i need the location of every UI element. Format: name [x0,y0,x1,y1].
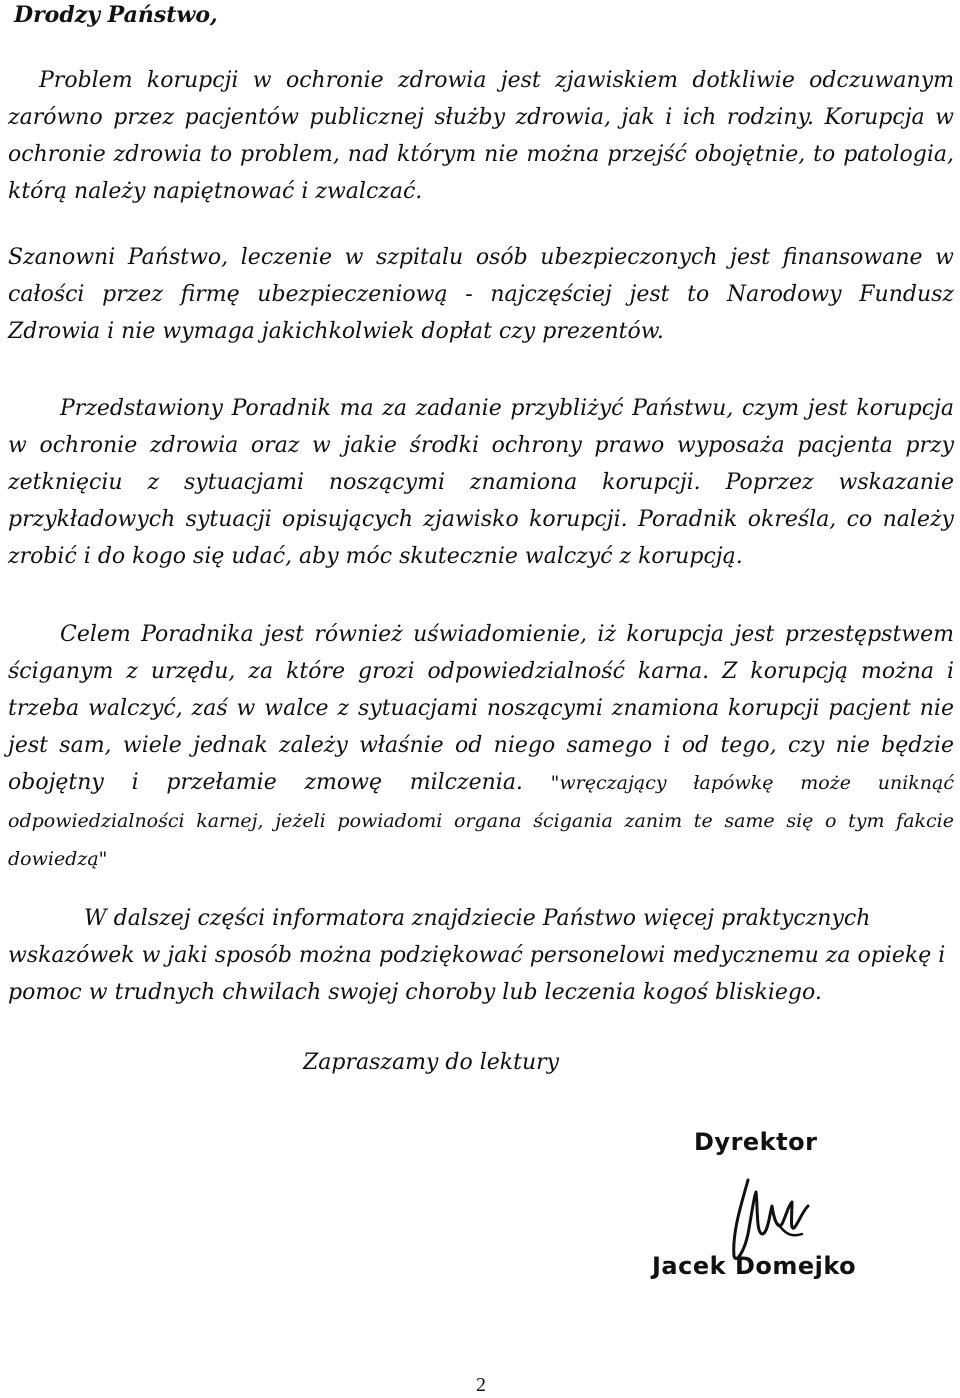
page-number: 2 [476,1374,486,1396]
paragraph-guide-purpose: Przedstawiony Poradnik ma za zadanie przybliżyć Państwu, czym jest korupcja w ochronie zdrowia oraz w jakie środki ochrony prawo wyposaża pacjenta przy zetknięciu z sytuacjami noszącymi znamiona korupcji. Poprzez wskazanie przykładowych sytuacji opisujących zjawisko korupcji. Poradnik określa, co należy zrobić i do kogo się udać, aby móc skutecznie walczyć z korupcją. [8,396,954,569]
legal-quote: "wręczający łapówkę może uniknąć odpowiedzialności karnej, jeżeli powiadomi organa ścigania zanim te same się o tym fakcie dowiedzą" [8,772,955,870]
paragraph-guide-aim-text: Celem Poradnika jest również uświadomienie, iż korupcja jest przestępstwem ściganym z urzędu, za które grozi odpowiedzialność karna. Z korupcją można i trzeba walczyć, zaś w walce z sytuacjami noszącymi znamiona korupcji pacjent nie jest sam, wiele jednak zależy właśnie od niego samego i od tego, czy nie będzie obojętny i przełamie zmowę milczenia. [8,622,954,795]
signature-name: Jacek Domejko [652,1252,857,1280]
signature-title: Dyrektor [694,1128,818,1156]
paragraph-guide-aim [8,616,954,878]
paragraph-corruption-problem: Problem korupcji w ochronie zdrowia jest zjawiskiem dotkliwie odczuwanym zarówno przez pacjentów publicznej służby zdrowia, jak i ich rodziny. Korupcja w ochronie zdrowia to problem, nad którym nie można przejść obojętnie, to patologia, którą należy napiętnować i zwalczać. [8,68,954,204]
signature-block [648,1128,878,1298]
paragraph-insurance-financing: Szanowni Państwo, leczenie w szpitalu osób ubezpieczonych jest finansowane w całości przez firmę ubezpieczeniową - najczęściej jest to Narodowy Fundusz Zdrowia i nie wymaga jakichkolwiek dopłat czy prezentów. [8,245,954,344]
paragraph-further-info: W dalszej części informatora znajdziecie Państwo więcej praktycznych wskazówek w jaki sposób można podziękować personelowi medycznemu za opiekę i pomoc w trudnych chwilach swojej choroby lub leczenia kogoś bliskiego. [8,906,946,1005]
closing-line: Zapraszamy do lektury [303,1050,560,1075]
greeting: Drodzy Państwo, [14,2,218,28]
